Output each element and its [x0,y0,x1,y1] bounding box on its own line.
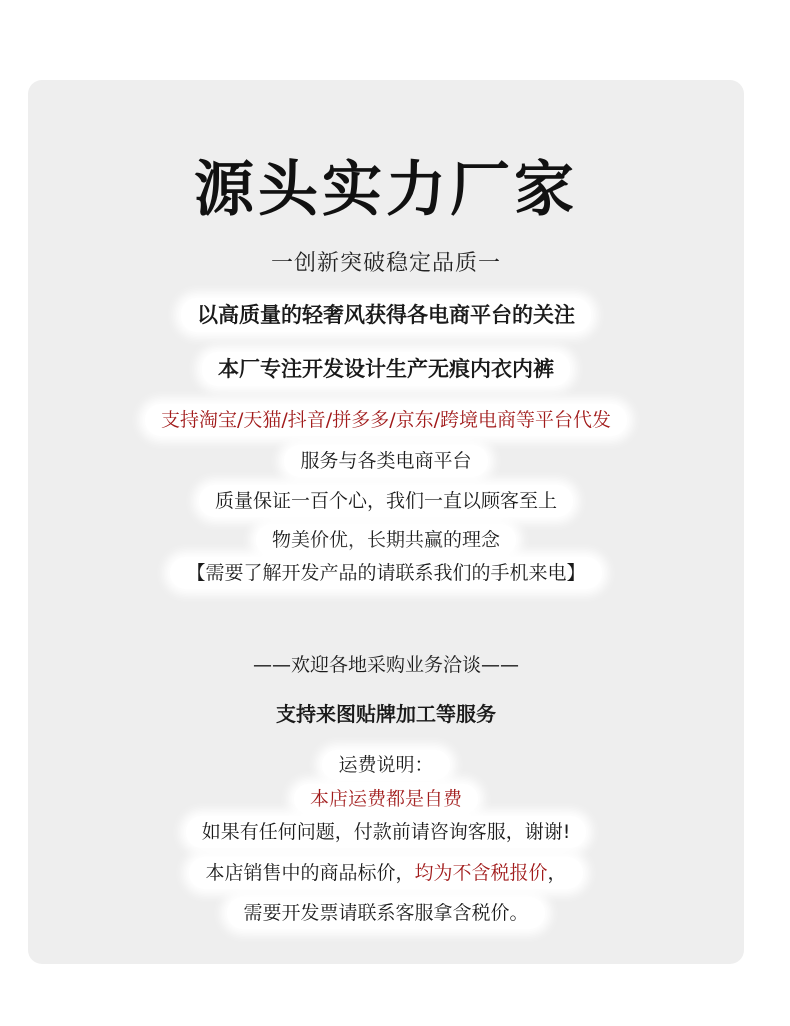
service-text: 服务与各类电商平台 [284,445,487,477]
value-text: 物美价优，长期共赢的理念 [256,524,516,556]
platforms-row [28,404,744,436]
page-subtitle: 一创新突破稳定品质一 [270,251,501,276]
quality-attention-row [28,298,744,332]
invoice-text: 需要开发票请联系客服拿含税价。 [227,897,544,929]
price-suffix: ， [547,862,567,884]
subtitle-row [28,246,744,277]
value-row [28,524,744,556]
quality-attention-text: 以高质量的轻奢风获得各电商平台的关注 [181,298,591,332]
shipping-note: 本店运费都是自费 [294,784,478,814]
shipping-heading: 运费说明： [322,750,449,780]
platforms-text: 支持淘宝/天猫/抖音/拼多多/京东/跨境电商等平台代发 [145,404,627,436]
info-card [28,80,744,964]
factory-focus-text: 本厂专注开发设计生产无痕内衣内裤 [202,352,570,386]
contact-row [28,557,744,589]
welcome-row [28,650,744,680]
welcome-text: ——欢迎各地采购业务洽谈—— [252,654,519,676]
oem-text: 支持来图贴牌加工等服务 [276,702,496,726]
guarantee-row [28,485,744,517]
guarantee-text: 质量保证一百个心，我们一直以顾客至上 [199,485,573,517]
price-text [189,857,582,889]
price-prefix: 本店销售中的商品标价， [205,862,415,884]
price-highlight: 均为不含税报价 [414,862,548,884]
page-title: 源头实力厂家 [194,155,578,225]
factory-focus-row [28,352,744,386]
contact-text: 【需要了解开发产品的请联系我们的手机来电】 [170,557,601,589]
service-row [28,445,744,477]
shipping-note-row [28,784,744,814]
oem-row [28,699,744,729]
questions-row [28,816,744,848]
title-row [28,142,744,228]
shipping-heading-row [28,750,744,780]
questions-text: 如果有任何问题，付款前请咨询客服，谢谢! [186,816,587,848]
invoice-row [28,897,744,929]
price-row [28,857,744,889]
